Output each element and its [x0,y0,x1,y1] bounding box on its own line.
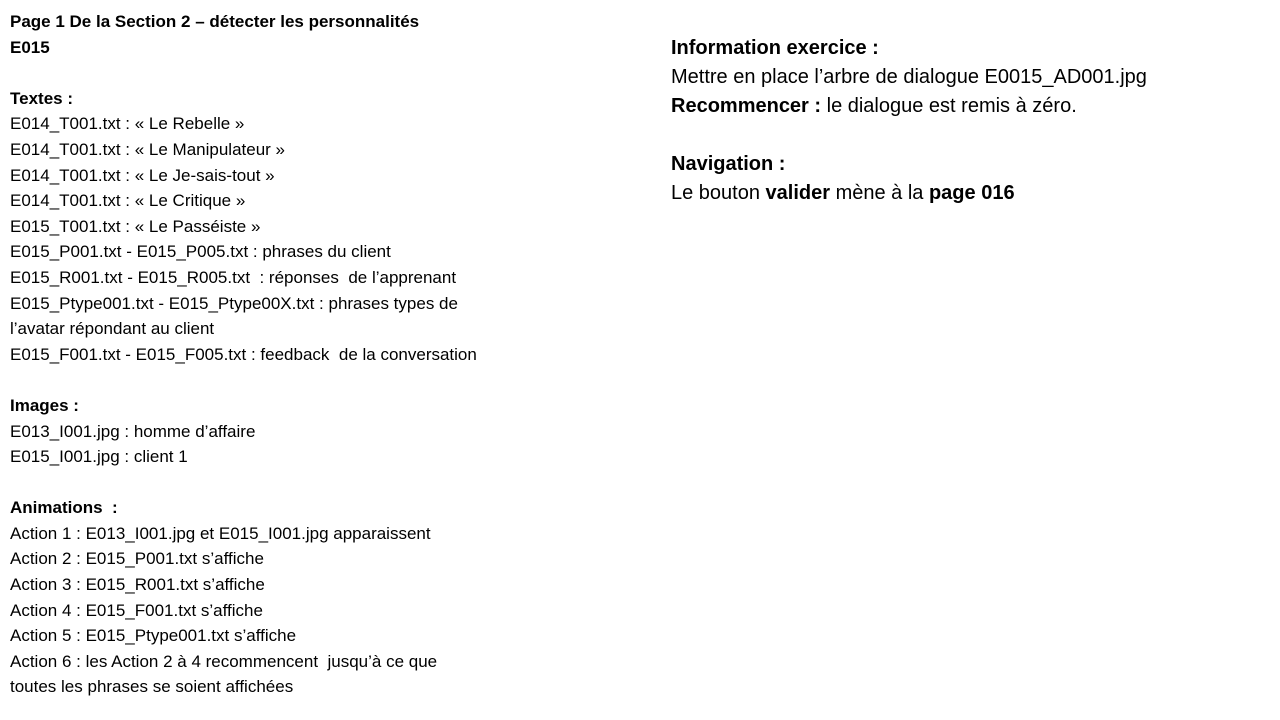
textes-item: E015_F001.txt - E015_F005.txt : feedback de la conversation [10,344,477,364]
navigation-target: page 016 [928,182,1015,204]
animations-heading: Animations : [10,498,118,518]
spacer [10,60,610,86]
navigation-line [671,179,1271,208]
textes-item: E015_T001.txt : « Le Passéiste » [10,216,261,236]
spacer [671,121,1271,150]
textes-item: E015_Ptype001.txt - E015_Ptype00X.txt : phrases types de [10,293,458,313]
right-column [671,34,1271,208]
textes-item: E015_P001.txt - E015_P005.txt : phrases du client [10,242,391,262]
recommencer-label: Recommencer : [671,95,822,117]
recommencer-text: le dialogue est remis à zéro. [821,95,1077,117]
images-heading: Images : [10,395,79,415]
navigation-heading: Navigation : [671,153,786,175]
animations-item: toutes les phrases se soient affichées [10,677,294,697]
textes-item: E014_T001.txt : « Le Critique » [10,191,246,211]
navigation-middle: mène à la [830,182,929,204]
textes-item: E014_T001.txt : « Le Je-sais-tout » [10,165,275,185]
information-heading: Information exercice : [671,37,879,59]
animations-item: Action 3 : E015_R001.txt s’affiche [10,575,265,595]
recommencer-line [671,92,1271,121]
animations-item: Action 1 : E013_I001.jpg et E015_I001.jpg apparaissent [10,523,431,543]
animations-item: Action 4 : E015_F001.txt s’affiche [10,600,263,620]
textes-item: E014_T001.txt : « Le Manipulateur » [10,139,286,159]
images-item: E015_I001.jpg : client 1 [10,447,188,467]
valider-word: valider [765,182,831,204]
left-column [10,9,610,700]
textes-heading: Textes : [10,88,73,108]
navigation-prefix: Le bouton [671,182,766,204]
animations-item: Action 2 : E015_P001.txt s’affiche [10,549,264,569]
information-line: Mettre en place l’arbre de dialogue E0015_AD001.jpg [671,66,1147,88]
textes-item: E014_T001.txt : « Le Rebelle » [10,114,245,134]
spacer [10,470,610,496]
page-title: Page 1 De la Section 2 – détecter les personnalités [10,12,420,31]
animations-item: Action 6 : les Action 2 à 4 recommencent jusqu’à ce que [10,651,438,671]
animations-item: Action 5 : E015_Ptype001.txt s’affiche [10,626,297,646]
page-code: E015 [10,37,50,57]
images-item: E013_I001.jpg : homme d’affaire [10,421,256,441]
textes-item: E015_R001.txt - E015_R005.txt : réponses de l’apprenant [10,267,457,287]
textes-item: l’avatar répondant au client [10,319,215,339]
spacer [10,367,610,393]
